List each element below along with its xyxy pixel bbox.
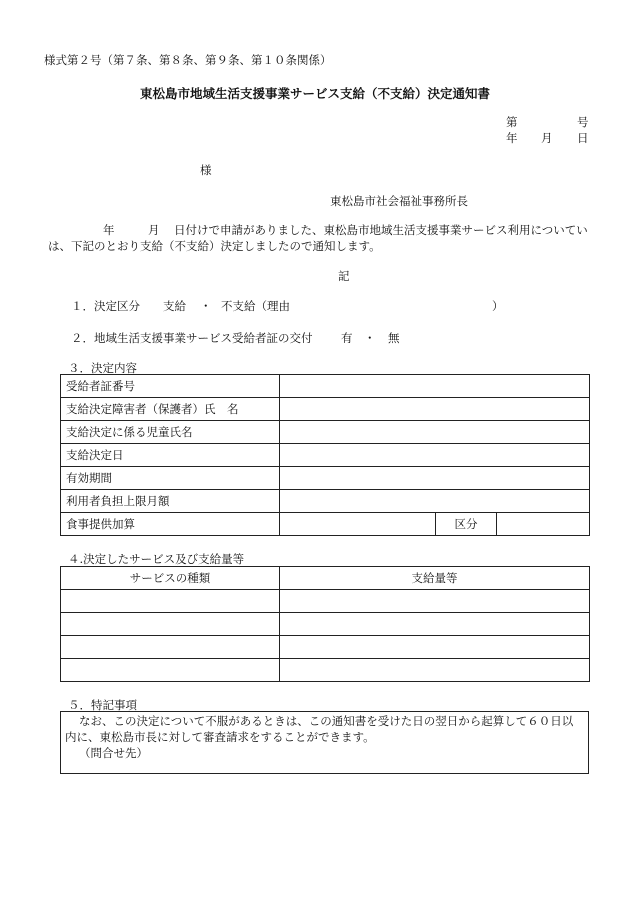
- row-value: [280, 444, 590, 467]
- table-row: [61, 421, 590, 444]
- doc-number-dai: 第: [506, 115, 518, 129]
- table-row: [61, 375, 590, 398]
- section5-heading: ５．特記事項: [68, 698, 137, 712]
- item2-dot: ・: [364, 331, 376, 345]
- row-label: 受給者証番号: [61, 375, 280, 398]
- kubun-label: 区分: [436, 513, 497, 536]
- item2-option-no: 無: [388, 331, 400, 345]
- table-row: [61, 659, 590, 682]
- kubun-value: [497, 513, 590, 536]
- decision-table: [60, 374, 590, 536]
- body-line1: 日付けで申請がありました、東松島市地域生活支援事業サービス利用についてい: [174, 223, 588, 237]
- table-header-row: [61, 567, 590, 590]
- item2-label: ２．地域生活支援事業サービス受給者証の交付: [71, 331, 313, 345]
- row-value: [280, 467, 590, 490]
- body-year: 年: [103, 223, 115, 237]
- row-label: 有効期間: [61, 467, 280, 490]
- date-month: 月: [541, 131, 553, 145]
- body-month: 月: [148, 223, 160, 237]
- row-label: 支給決定障害者（保護者）氏 名: [61, 398, 280, 421]
- item1-option-fushikyu: 不支給（理由: [221, 299, 290, 313]
- contact-label: （問合せ先）: [79, 746, 148, 760]
- section3-heading: ３．決定内容: [68, 361, 137, 375]
- date-year: 年: [506, 131, 518, 145]
- table-row: [61, 467, 590, 490]
- row-value: [280, 421, 590, 444]
- row-label: 利用者負担上限月額: [61, 490, 280, 513]
- table-row: [61, 490, 590, 513]
- col-amount: 支給量等: [280, 567, 590, 590]
- doc-number-go: 号: [577, 115, 589, 129]
- ki-label: 記: [338, 269, 350, 283]
- row-value: [280, 375, 590, 398]
- remarks-line2: 内に、東松島市長に対して審査請求をすることができます。: [65, 730, 375, 744]
- remarks-line1: なお、この決定について不服があるときは、この通知書を受けた日の翌日から起算して６０日以: [79, 714, 574, 728]
- item1-option-shikyu: 支給: [163, 299, 186, 313]
- table-row: [61, 590, 590, 613]
- issuer: 東松島市社会福祉事務所長: [330, 194, 468, 208]
- date-day: 日: [577, 131, 589, 145]
- row-label: 支給決定日: [61, 444, 280, 467]
- item1-label: １．決定区分: [71, 299, 140, 313]
- row-value: [280, 513, 436, 536]
- item2-option-yes: 有: [341, 331, 353, 345]
- row-label: 支給決定に係る児童氏名: [61, 421, 280, 444]
- item1-dot: ・: [200, 299, 212, 313]
- table-row: [61, 398, 590, 421]
- row-label: 食事提供加算: [61, 513, 280, 536]
- table-row: [61, 513, 590, 536]
- section4-heading: ４.決定したサービス及び支給量等: [68, 552, 245, 566]
- table-row: [61, 613, 590, 636]
- addressee-suffix: 様: [200, 163, 212, 177]
- table-row: [61, 444, 590, 467]
- col-service-type: サービスの種類: [61, 567, 280, 590]
- table-row: [61, 636, 590, 659]
- row-value: [280, 398, 590, 421]
- item1-close-paren: ）: [492, 299, 504, 313]
- form-number: 様式第２号（第７条、第８条、第９条、第１０条関係）: [44, 53, 332, 67]
- row-value: [280, 490, 590, 513]
- body-line2: は、下記のとおり支給（不支給）決定しましたので通知します。: [48, 239, 381, 253]
- service-table: [60, 566, 590, 682]
- page-title: 東松島市地域生活支援事業サービス支給（不支給）決定通知書: [139, 86, 490, 101]
